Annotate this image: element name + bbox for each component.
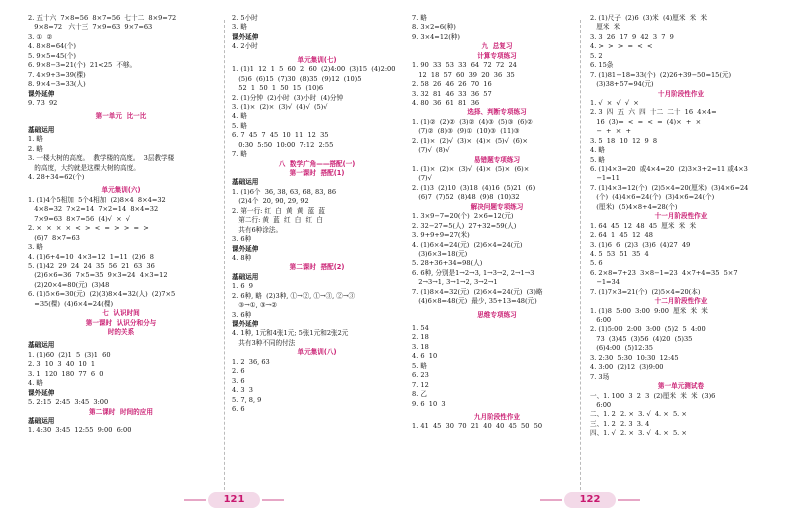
answer-column-2 [232,14,402,414]
answer-line: (7)√ (8)√ [412,146,450,155]
section-heading: 第二课时 搭配(2) [289,263,345,272]
answer-line: (3)38+57=94(元) [590,80,654,89]
answer-line: 4. 28+34=62(个) [28,173,85,181]
answer-line: 2. 五十六 7×8=56 8×7=56 七十二 8×9=72 [28,14,177,22]
answer-line: 1. 90 33 53 33 64 72 72 24 [412,61,517,70]
section-heading: 第一课时 认识分和分与 [85,318,157,327]
answer-line: 2. (1)分钟 (2)小时 (3)小时 (4)分钟 [232,93,344,102]
answer-line: 4. (1)6×4=24(元) (2)6×4=24(元) [412,240,523,249]
answer-line: 3. 略 [28,243,43,252]
answer-line: 3. 2:30 5:30 10:30 12:45 [590,353,679,362]
answer-line: 3. 一楼大树的高度。 教学楼的高度。 3层教学楼 [28,154,175,163]
answer-line: ③→①, ③→② [232,301,278,310]
answer-line: (个) (4)4×6=24(个) (3)4×6=24(个) [590,193,715,202]
answer-line: 第二行: 黄 蓝 红 白 红 白 [232,216,323,225]
answer-line: 1. 41 45 30 70 21 40 40 45 50 50 [412,422,543,431]
answer-line: (7)② (8)③ (9)① (10)③ (11)③ [412,127,520,136]
section-heading: 第一单元测试卷 [657,382,705,391]
answer-line: 12 18 57 60 39 20 36 35 [412,70,515,79]
section-heading: 易错题专项练习 [473,155,521,164]
answer-line: 3. 3 26 17 9 42 3 7 9 [590,32,674,41]
answer-line: 6. 9×8−3=21(个) 21<25 不够。 [28,61,137,70]
answer-line: 6. (1)5×6=30(元) (2)(3)8×4=32(人) (2)7×5 [28,290,176,299]
subsection-label: 基础运用 [28,341,55,350]
answer-line: 2. (1)尺子 (2)6 (3)米 (4)厘米 米 米 [590,14,708,22]
answer-line: 2. (1)5:00 2:00 3:00 (5)2 5 4:00 [590,325,706,334]
answer-column-3 [412,14,582,432]
section-heading: 单元集训(八) [297,348,337,357]
answer-line: 6:00 [590,316,612,324]
answer-line: 4×8=32 7×2=14 7×2=14 8×4=32 [28,205,159,214]
answer-line: 2. 64 1 45 12 48 [590,231,653,240]
answer-line: 3. (1)× (2)× (3)√ (4)√ (5)√ [232,102,328,111]
section-heading: 八 数学广角——搭配(一) [278,159,356,168]
answer-line: 52 1 50 1 50 15 (10)6 [232,84,324,93]
answer-line: 2. 3 10 3 40 10 1 [28,360,96,369]
answer-line: (7)√ [412,174,432,183]
answer-line: 5. 7, 8, 9 [232,395,262,404]
answer-line: 4. 略 [28,379,43,388]
answer-line: (2)4个 20, 90, 29, 92 [232,197,309,206]
answer-line: 5. 9×5=45(个) [28,51,76,60]
answer-line: 3. 5 18 10 12 9 8 [590,136,658,145]
answer-line: (5)6 (6)15 (7)30 (8)35 (9)12 (10)5 [232,74,362,83]
answer-line: 1. 略 [28,135,43,144]
answer-line: 4. 6 10 [412,352,438,361]
answer-line: 7. (1)4×3=12(个) (2)5×4=20(厘米) (3)4×6=24 [590,183,749,192]
answer-line: 2. 6种, 略 (2)3种, ①→②, ①→③, ②→③ [232,291,355,300]
section-heading: 思维专项练习 [477,310,517,319]
answer-line: −1=11 [590,174,620,183]
answer-line: 7. (1)8×4=32(元) (2)6×4=24(元) (3)略 [412,287,543,296]
answer-line: 7. 略 [232,150,247,159]
answer-line: 4. (1)6+4=10 4×3=12 1=11 (2)6 8 [28,252,154,261]
answer-line: 4. 略 [590,146,605,155]
answer-line: 16 (3)= < = < = (4)× + × [590,117,702,126]
answer-line: 5. 28+36+34=98(人) [412,259,483,268]
answer-line: 2. 5小时 [232,14,258,22]
answer-line: 5. 略 [232,121,247,130]
answer-line: 7. 略 [412,14,427,22]
answer-line: 9×8=72 六十三 7×9=63 9×7=63 [28,23,153,32]
answer-line: 4. 8×8=64(个) [28,42,76,51]
answer-line: 共有6种涂法。 [232,225,283,234]
section-heading: 七 认识时间 [102,309,140,318]
subsection-label: 课外延伸 [232,320,259,328]
answer-line: 四、1. √ 2. × 3. √ 4. × 5. × [590,429,687,438]
answer-line: 5. 略 [590,155,605,164]
answer-line: −1=34 [590,278,620,287]
answer-line: 2. 第一行: 红 白 黄 黄 蓝 蓝 [232,206,326,215]
answer-line: (6)7 (7)52 (8)48 (9)8 (10)32 [412,193,520,202]
answer-line: 2. 3 四 五 六 四 十二 二十 16 4×4= [590,108,717,117]
answer-line: 1. 6 9 [232,282,253,291]
answer-line: 2→3→1, 3→1→2, 3→2→1 [412,278,498,287]
answer-line: 厘米 米 [590,23,621,32]
answer-line: 8. 9×4−3=33(人) [28,80,86,89]
answer-line: 2. 18 [412,333,429,342]
section-heading: 单元集训(七) [297,55,337,64]
answer-line: 8. 乙 [412,390,427,399]
answer-line: 1. (1)60 (2)1 5 (3)1 60 [28,350,111,359]
answer-line: 4. 1种, 1元和4张1元; 5张1元和2张2元 [232,329,349,338]
answer-line: 5. 2 [590,51,603,60]
answer-line: 2. 58 26 46 26 70 16 [412,80,492,89]
answer-line: 5. 略 [412,361,427,370]
answer-line: 3. 32 81 46 33 36 57 [412,89,492,98]
answer-line: − + × + [590,127,631,136]
answer-line: 一、1. 100 3 2 3 (2)厘米 米 米 (3)6 [590,391,716,400]
subsection-label: 基础运用 [232,272,259,281]
answer-line: 7. (1)81−18=33(个) (2)26+39−50=15(元) [590,70,732,79]
section-heading: 计算专项练习 [477,51,517,60]
subsection-label: 基础运用 [28,416,55,425]
subsection-label: 课外延伸 [232,32,259,41]
answer-line: 1. (1)4个5相加 5个4相加 (2)8×4 8×4=32 [28,195,166,204]
answer-line: 1. 2 36, 63 [232,357,270,366]
answer-line: 3. 1 120 180 77 6 0 [28,369,104,378]
answer-line: 9. 3×4=12(种) [412,32,460,41]
answer-line: 0:30 5:50 10:00 7:12 2:55 [232,140,334,149]
answer-line: 共有3种不同的付法 [232,338,296,347]
answer-line: 三、1. 2 2. 3 3. 4 [590,419,650,428]
section-heading: 时的关系 [107,328,135,336]
page-number-right: 122 [564,492,616,508]
answer-line: 1. (1)8 5:00 3:00 9:00 厘米 米 米 [590,306,708,315]
answer-line: (2)20×4=80(元) (3)48 [28,280,110,289]
answer-line: 4. 2小时 [232,42,258,51]
answer-line: 5. 2:15 2:45 3:45 3:00 [28,398,109,407]
answer-line: 2. × × × × < > < = > > = > [28,224,149,233]
answer-line: 9. 6 10 3 [412,399,446,408]
answer-line: 73 (3)45 (3)56 (4)20 (5)35 [590,334,693,343]
section-heading: 选择、判断专项练习 [467,108,527,117]
answer-line: 1. 4:30 3:45 12:55 9:00 6:00 [28,426,132,435]
answer-line: 3. 略 [232,23,247,32]
answer-line: 3. 18 [412,342,429,351]
page-number-left: 121 [208,492,260,508]
answer-line: (6)4:00 (5)12:35 [590,344,653,353]
answer-line: 7. (1)7×3=21(个) (2)5×4=20(本) [590,287,701,296]
answer-line: (厘米) (5)4×8+4=28(个) [590,202,678,211]
answer-line: 3. (1)6 6 (2)3 (3)6 (4)27 49 [590,240,691,249]
answer-line: 6. 6 [232,404,245,413]
answer-line: 7. 3场 [590,372,610,381]
answer-line: 4. 略 [232,112,247,121]
section-heading: 九 总复习 [481,42,513,51]
answer-line: 2. (1)3 (2)10 (3)18 (4)16 (5)21 (6) [412,183,536,192]
answer-line: 1. (1)② (2)② (3)② (4)③ (5)③ (6)② [412,117,533,126]
answer-line: 1. 3×9−7=20(个) 2×6=12(元) [412,212,514,221]
section-heading: 十一月阶段性作业 [654,212,708,221]
answer-line: 3. 9+9+9=27(米) [412,231,470,240]
answer-line: 二、1. 2 2. × 3. √ 4. × 5. × [590,410,687,419]
answer-line: 3. ① ② [28,32,53,41]
answer-line: 1. 64 45 12 48 45 厘米 米 米 [590,221,697,230]
answer-line: 7×9=63 8×7=56 (4)√ × √ [28,214,130,223]
section-heading: 十二月阶段性作业 [654,297,708,306]
answer-line: 3. 6种 [232,235,252,244]
answer-line: (2)6×6=36 7×5=35 9×3=24 4×3=12 [28,271,168,280]
answer-line: 6. (1)4×3=20 或4×4=20 (2)3×3+2=11 或4×3 [590,165,748,173]
answer-line: 4. 5 53 51 35 4 [590,249,649,258]
answer-line: 2. 略 [28,144,43,153]
answer-line: 6. 7 45 7 45 10 11 12 35 [232,131,329,140]
section-heading: 第二课时 时间的应用 [89,407,153,416]
answer-line: 6. 23 [412,371,429,380]
answer-line: 2. 6 [232,367,245,376]
answer-line: 4. 8种 [232,253,252,262]
answer-line: (6)7 8×7=63 [28,233,80,242]
answer-line: 1. (1)6个 36, 38, 63, 68, 83, 86 [232,187,337,196]
answer-line: 4. 80 36 61 81 36 [412,98,480,107]
answer-line: 的高度，大约就是这棵大树的高度。 [28,163,140,172]
answer-line: 6. 2×8=7+23 3×8−1=23 4×7+4=35 5×7 [590,268,738,277]
answer-column-4 [590,14,772,439]
answer-line: 7. 4×9+3=39(棵) [28,70,86,79]
section-heading: 十月阶段性作业 [657,89,705,98]
answer-line: 1. 54 [412,324,429,332]
section-heading: 解决问题专项练习 [470,202,524,211]
subsection-label: 课外延伸 [232,244,259,253]
answer-line: 4. 3:00 (2)12 (3)9:00 [590,363,664,372]
answer-line: =35(棵) (4)6×4=24(棵) [28,299,114,308]
answer-line: 1. √ × √ √ × [590,98,639,107]
answer-line: 5. 6 [590,259,603,268]
column-divider [580,20,581,490]
answer-line: 8. 3×2=6(种) [412,23,456,32]
answer-line: 2. (1)× (2)√ (3)× (4)× (5)√ (6)× [412,136,528,145]
section-heading: 第一单元 比一比 [95,112,147,121]
answer-line: 1. (1)1 12 1 5 60 2 60 (2)4:00 (3)15 (4)2:00 [232,65,396,74]
subsection-label: 基础运用 [28,125,55,134]
answer-line: 3. 6种 [232,310,252,319]
answer-line: (4)6×8=48(元) 最少, 35+13=48(元) [412,297,537,306]
answer-column-1 [28,14,214,436]
answer-line: 7. 12 [412,380,429,389]
answer-line: (3)6×3=18(元) [412,249,468,258]
answer-line: 2. 32−27=5(人) 27+32=59(人) [412,221,517,230]
answer-line: 6:00 [590,400,612,409]
answer-line: 4. 3 3 [232,386,253,395]
answer-line: 4. > > > = < < [590,42,653,51]
subsection-label: 课外延伸 [28,388,55,397]
subsection-label: 课外延伸 [28,89,55,98]
answer-line: 6. 6种, 分别是1→2→3, 1→3→2, 2→1→3 [412,268,535,277]
answer-line: 3. 6 [232,376,245,385]
answer-line: 6. 15条 [590,61,614,70]
section-heading: 九月阶段性作业 [473,412,521,421]
section-heading: 单元集训(六) [101,186,141,195]
section-heading: 第一课时 搭配(1) [289,169,345,177]
subsection-label: 基础运用 [232,178,259,187]
answer-line: 5. (1)42 29 24 24 35 56 21 63 36 [28,261,155,270]
column-divider [224,20,225,490]
answer-line: 9. 73 92 [28,98,58,107]
answer-line: 1. (1)× (2)× (3)√ (4)× (5)× (6)× [412,165,530,173]
